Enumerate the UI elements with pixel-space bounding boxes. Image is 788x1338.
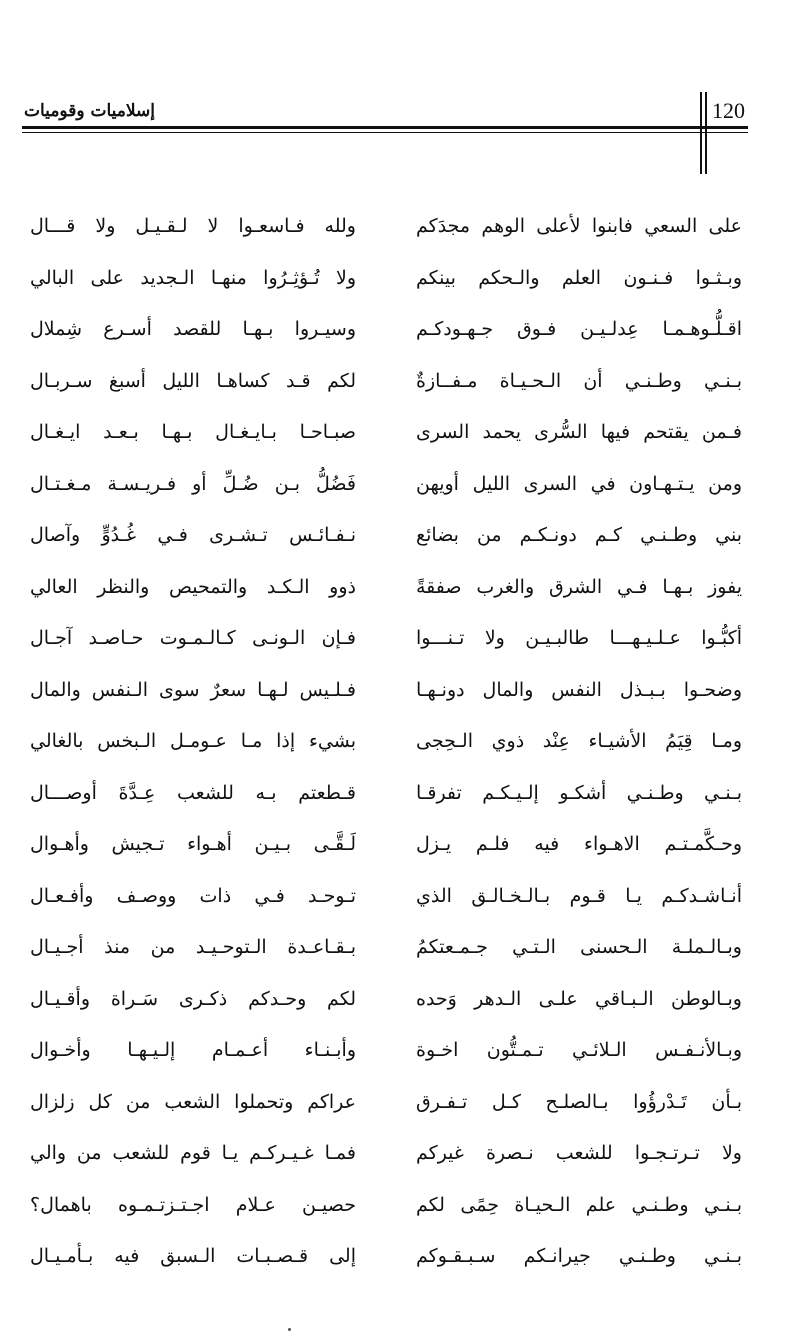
- verse-first-hemistich: على السعي فابنوا لأعلى الوهم مجدَكم: [416, 215, 742, 237]
- verse-second-hemistich: حصيـن عـلام اجـتـزتـمـوه باهمال؟: [30, 1193, 356, 1216]
- verse-line: [30, 460, 742, 512]
- header-rule-thin: [22, 132, 748, 133]
- verse-first-hemistich: ومن يـتـهـاون في السرى الليل أويهن: [416, 472, 742, 495]
- verse-line: [30, 614, 742, 666]
- verse-second-hemistich: ولله فـاسعـوا لا لـقـيـل ولا قـــال: [30, 215, 356, 237]
- verse-second-hemistich: لكم قـد كساهـا الليل أسبغ سـربـال: [30, 369, 356, 392]
- verse-first-hemistich: بني وطـنـي كـم دونـكـم من بضائع: [416, 524, 742, 546]
- verse-first-hemistich: اقـلُّـوهـمـا عِدلـيـن فـوق جـهـودكـم: [416, 318, 742, 340]
- verse-line: [30, 563, 742, 615]
- header-rule-thick: [22, 126, 748, 129]
- header-vertical-rule: [700, 92, 702, 174]
- verse-first-hemistich: بـنـي وطـنـي أشكـو إلـيـكـم تفرقـا: [416, 781, 742, 804]
- verse-first-hemistich: ولا تـرتـجـوا للشعب نـصرة غيركم: [416, 1142, 742, 1164]
- poem-body: [30, 202, 742, 1284]
- verse-first-hemistich: أكبُّـوا عـلـيـهـــا طالبـيـن ولا تـنـــوا: [416, 627, 742, 649]
- verse-first-hemistich: أنـاشـدكـم يـا قـوم بـالـخـالـق الذي: [416, 884, 742, 907]
- verse-second-hemistich: فـلـيس لـهـا سعرٌ سوى الـنفس والمال: [30, 678, 356, 701]
- verse-second-hemistich: لكم وحـدكم ذكـرى سَـراة وأقـيـال: [30, 987, 356, 1010]
- verse-first-hemistich: وبـالوطن الـبـاقي علـى الـدهر وَحده: [416, 987, 742, 1010]
- verse-line: [30, 717, 742, 769]
- verse-first-hemistich: بـنـي وطـنـي أن الـحـيـاة مـفــازةٌ: [416, 369, 742, 392]
- page-speck: [288, 1328, 291, 1331]
- verse-second-hemistich: ذوو الـكـد والتمحيص والنظر العالي: [30, 575, 356, 598]
- verse-line: [30, 357, 742, 409]
- verse-line: [30, 872, 742, 924]
- verse-second-hemistich: وأبـنـاء أعـمـام إلـيـهـا وأخـوال: [30, 1039, 356, 1061]
- verse-line: [30, 1026, 742, 1078]
- verse-second-hemistich: ولا تُـؤثِـرُوا منهـا الـجديد على البالي: [30, 266, 356, 289]
- verse-line: [30, 408, 742, 460]
- verse-first-hemistich: فـمن يقتحم فيها السُّرى يحمد السرى: [416, 421, 742, 443]
- verse-line: [30, 923, 742, 975]
- verse-line: [30, 305, 742, 357]
- header-vertical-rule: [705, 92, 707, 174]
- page-header: [0, 0, 788, 180]
- verse-second-hemistich: فمـا غـيـركـم يـا قوم للشعب من والي: [30, 1142, 356, 1164]
- verse-second-hemistich: إلى قـصـبـات الـسبق فيه بـأمـيـال: [30, 1245, 356, 1267]
- verse-second-hemistich: لَـقَّـى بـيـن أهـواء تـجيش وأهـوال: [30, 833, 356, 855]
- verse-first-hemistich: وحـكَّمـتـم الاهـواء فيه فلـم يـزل: [416, 833, 742, 855]
- verse-line: [30, 769, 742, 821]
- verse-second-hemistich: قـطعتم بـه للشعب عِـدَّةَ أوصـــال: [30, 781, 356, 804]
- page-number: 120: [712, 98, 745, 123]
- running-title: إسلاميات وقوميات: [24, 101, 155, 121]
- verse-first-hemistich: وبـثـوا فـنـون العلم والـحكم بينكم: [416, 266, 742, 289]
- verse-line: [30, 820, 742, 872]
- verse-line: [30, 202, 742, 254]
- verse-first-hemistich: بـأن تَـدْرؤُوا بـالصلـح كـل تـفـرق: [416, 1090, 742, 1113]
- verse-line: [30, 1181, 742, 1233]
- verse-second-hemistich: تـوحـد فـي ذات ووصـف وأفـعـال: [30, 884, 356, 907]
- verse-first-hemistich: وبـالأنـفـس الـلائـي تـمـتُّون اخـوة: [416, 1039, 742, 1061]
- verse-second-hemistich: صبـاحـا بـايـغـال بـهـا بـعـد ايـغـال: [30, 421, 356, 443]
- verse-second-hemistich: نـفـائـس تـشـرى فـي غُـدُوٍّ وآصال: [30, 524, 356, 546]
- verse-first-hemistich: بـنـي وطـنـي جيرانـكم سـبـقـوكم: [416, 1245, 742, 1267]
- verse-line: [30, 975, 742, 1027]
- verse-second-hemistich: بـقـاعـدة الـتوحـيـد من منذ أجـيـال: [30, 936, 356, 958]
- verse-line: [30, 254, 742, 306]
- verse-first-hemistich: ومـا قِيَمُ الأشيـاء عِنْد ذوي الـحِجى: [416, 730, 742, 752]
- verse-second-hemistich: وسيـروا بـهـا للقصد أسـرع شِملال: [30, 318, 356, 340]
- verse-line: [30, 1078, 742, 1130]
- verse-first-hemistich: يفوز بـهـا فـي الشرق والغرب صفقةً: [416, 575, 742, 598]
- verse-second-hemistich: فَضُلُّ بـن ضُـلِّ أو فـريـسـة مـغـتـال: [30, 472, 356, 495]
- verse-line: [30, 511, 742, 563]
- verse-second-hemistich: عراكم وتحملوا الشعب من كل زلزال: [30, 1090, 356, 1113]
- verse-first-hemistich: وضحـوا بـبـذل النفس والمال دونـهـا: [416, 678, 742, 701]
- verse-line: [30, 666, 742, 718]
- verse-second-hemistich: فـإن الـونـى كـالـمـوت حـاصـد آجـال: [30, 627, 356, 649]
- verse-line: [30, 1232, 742, 1284]
- verse-first-hemistich: بـنـي وطـنـي علم الـحيـاة حِمًى لكم: [416, 1193, 742, 1216]
- verse-line: [30, 1129, 742, 1181]
- verse-second-hemistich: بشيء إذا مـا عـومـل الـبخس بالغالي: [30, 730, 356, 752]
- verse-first-hemistich: وبـالـملـة الـحسنى الـتـي جـمـعتكمُ: [416, 936, 742, 958]
